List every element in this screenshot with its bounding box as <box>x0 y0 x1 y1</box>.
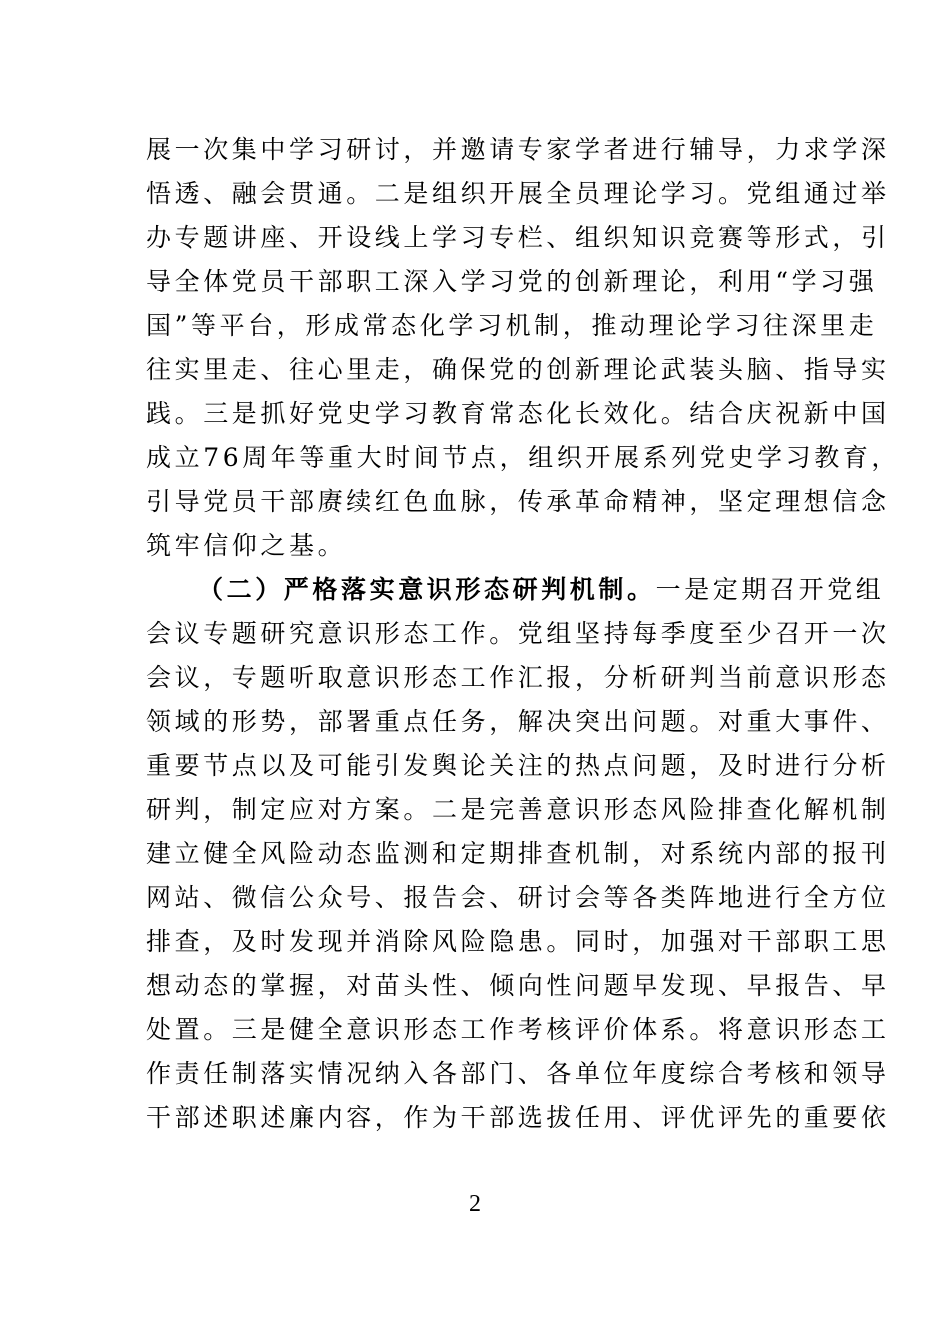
body-line: 往实里走、往心里走，确保党的创新理论武装头脑、指导实 <box>146 355 890 384</box>
body-line: 筑牢信仰之基。 <box>146 531 347 560</box>
body-line: 践。三是抓好党史学习教育常态化长效化。结合庆祝新中国 <box>146 399 890 428</box>
body-line: 办专题讲座、开设线上学习专栏、组织知识竞赛等形式，引 <box>146 223 890 252</box>
body-line: 干部述职述廉内容，作为干部选拔任用、评优评先的重要依 <box>146 1103 890 1132</box>
body-line: 排查，及时发现并消除风险隐患。同时，加强对干部职工思 <box>146 927 890 956</box>
body-line: 会议，专题听取意识形态工作汇报，分析研判当前意识形态 <box>146 663 890 692</box>
section-heading-rest: 一是定期召开党组 <box>655 575 885 604</box>
body-line: 想动态的掌握，对苗头性、倾向性问题早发现、早报告、早 <box>146 971 890 1000</box>
body-line: 国”等平台，形成常态化学习机制，推动理论学习往深里走 <box>146 311 878 340</box>
body-line: 研判，制定应对方案。二是完善意识形态风险排查化解机制 <box>146 795 890 824</box>
section-heading-line <box>198 572 885 608</box>
body-line: 会议专题研究意识形态工作。党组坚持每季度至少召开一次 <box>146 619 890 648</box>
body-line: 悟透、融会贯通。二是组织开展全员理论学习。党组通过举 <box>146 179 890 208</box>
page-number: 2 <box>469 1191 481 1217</box>
body-line: 成立76周年等重大时间节点，组织开展系列党史学习教育， <box>146 443 901 472</box>
body-line: 作责任制落实情况纳入各部门、各单位年度综合考核和领导 <box>146 1059 890 1088</box>
body-line: 网站、微信公众号、报告会、研讨会等各类阵地进行全方位 <box>146 883 890 912</box>
body-line: 展一次集中学习研讨，并邀请专家学者进行辅导，力求学深 <box>146 135 890 164</box>
body-line: 重要节点以及可能引发舆论关注的热点问题，及时进行分析 <box>146 751 890 780</box>
body-line: 处置。三是健全意识形态工作考核评价体系。将意识形态工 <box>146 1015 890 1044</box>
body-line: 领域的形势，部署重点任务，解决突出问题。对重大事件、 <box>146 707 890 736</box>
section-heading: （二）严格落实意识形态研判机制。 <box>198 575 656 604</box>
body-line: 建立健全风险动态监测和定期排查机制，对系统内部的报刊 <box>146 839 890 868</box>
body-line: 引导党员干部赓续红色血脉，传承革命精神，坚定理想信念 <box>146 487 890 516</box>
body-line: 导全体党员干部职工深入学习党的创新理论，利用“学习强 <box>146 267 878 296</box>
